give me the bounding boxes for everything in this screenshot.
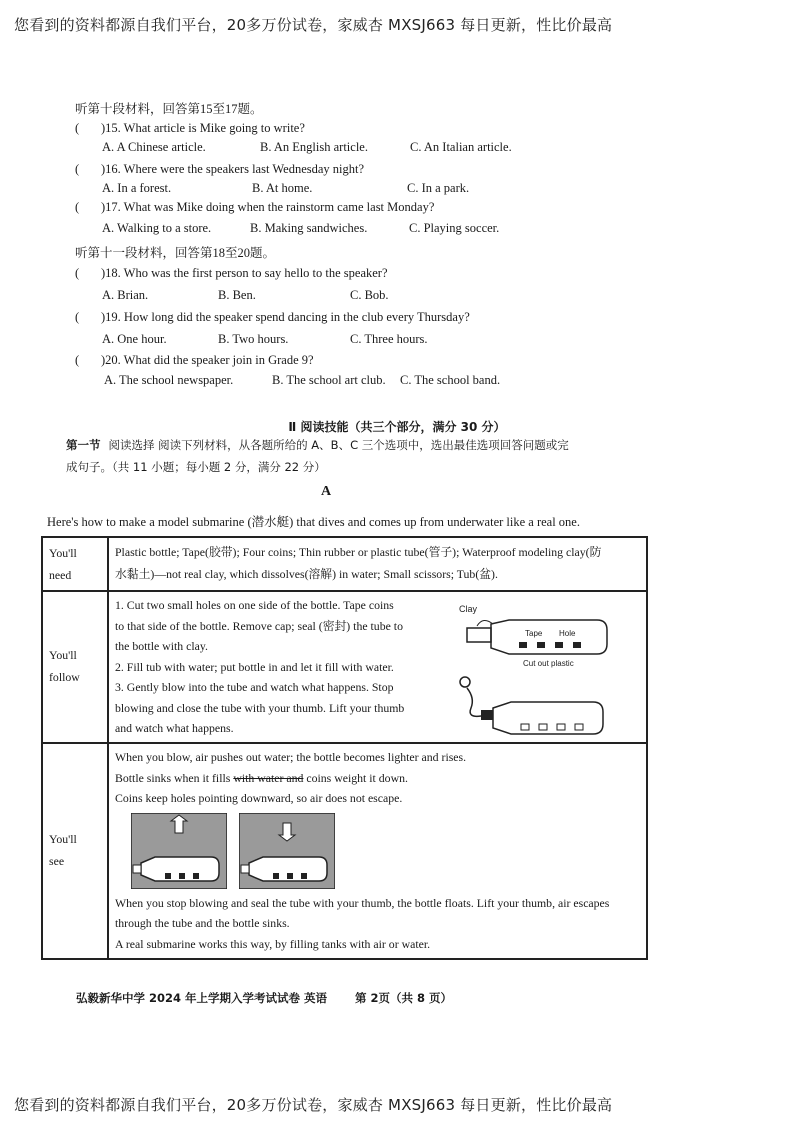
row-follow xyxy=(42,591,647,743)
clay-label: Clay xyxy=(459,604,478,614)
cut-label: Cut out plastic xyxy=(523,659,574,668)
question-16: ( )16. Where were the speakers last Wednesday night? xyxy=(75,162,365,176)
bottle-rising-image xyxy=(131,813,227,889)
label-see: You'll see xyxy=(42,743,108,959)
option-a[interactable]: A. Brian. xyxy=(102,288,149,302)
hole-label: Hole xyxy=(559,629,576,638)
option-b[interactable]: B. Making sandwiches. xyxy=(250,221,368,235)
section-11-heading: 听第十一段材料，回答第18至20题。 xyxy=(75,246,276,260)
page-footer: 弘毅新华中学 2024 年上学期入学考试试卷 英语 第 2页（共 8 页） xyxy=(76,991,453,1005)
section-10-heading: 听第十段材料，回答第15至17题。 xyxy=(75,102,263,116)
option-b[interactable]: B. Two hours. xyxy=(218,332,289,346)
question-15: ( )15. What article is Mike going to write? xyxy=(75,121,305,135)
tape-label: Tape xyxy=(525,629,543,638)
bottle-sinking-image xyxy=(239,813,335,889)
question-20: ( )20. What did the speaker join in Grade 9? xyxy=(75,353,314,367)
follow-steps: 1. Cut two small holes on one side of the bottle. Tape coins to that side of the bottle. Remove cap; seal (密封) the tube to the bottle with clay. 2. Fill tub with water; put bottle in and let it fill with water. 3. Gently blow into the tube and watch what happens. Stop blowing and close the tube with your thumb. Lift your thumb and watch what happens. xyxy=(115,598,405,735)
follow-content xyxy=(108,591,647,743)
page-number: 第 2页（共 8 页） xyxy=(355,991,453,1005)
option-b[interactable]: B. An English article. xyxy=(260,140,368,154)
need-content: Plastic bottle; Tape(胶带); Four coins; Thin rubber or plastic tube(管子); Waterproof modeling clay(防 水黏土)—not real clay, which dissolves(溶解) in water; Small scissors; Tub(盆). xyxy=(108,537,647,591)
passage-letter: A xyxy=(320,484,332,499)
option-a[interactable]: A. Walking to a store. xyxy=(102,221,212,235)
instructions-table xyxy=(41,536,648,960)
label-follow: You'll follow xyxy=(42,591,108,743)
option-c[interactable]: C. The school band. xyxy=(400,373,501,387)
option-c[interactable]: C. Playing soccer. xyxy=(409,221,500,235)
option-b[interactable]: B. Ben. xyxy=(218,288,256,302)
bottom-banner: 您看到的资料都源自我们平台，20多万份试卷，家威杏 MXSJ663 每日更新，性比价最高 xyxy=(14,1096,613,1114)
option-c[interactable]: C. In a park. xyxy=(407,181,470,195)
row-need xyxy=(42,537,647,591)
option-a[interactable]: A. In a forest. xyxy=(102,181,172,195)
reading-section-title: Ⅱ 阅读技能（共三个部分，满分 30 分） xyxy=(288,420,506,434)
submarine-images xyxy=(115,809,640,893)
option-a[interactable]: A. One hour. xyxy=(102,332,167,346)
part-instructions: 第一节 阅读选择 阅读下列材料，从各题所给的 A、B、C 三个选项中，选出最佳选项回答问题或完 成句子。（共 11 小题；每小题 2 分，满分 22 分） xyxy=(66,438,569,474)
option-c[interactable]: C. An Italian article. xyxy=(410,140,512,154)
option-b[interactable]: B. The school art club. xyxy=(272,373,386,387)
passage-intro: Here's how to make a model submarine (潜水艇) that dives and comes up from underwater like a real one. xyxy=(47,515,580,529)
question-17: ( )17. What was Mike doing when the rainstorm came last Monday? xyxy=(75,200,435,214)
top-banner: 您看到的资料都源自我们平台，20多万份试卷，家威杏 MXSJ663 每日更新，性比价最高 xyxy=(14,16,613,34)
question-19: ( )19. How long did the speaker spend dancing in the club every Thursday? xyxy=(75,310,470,324)
label-need: You'll need xyxy=(42,537,108,591)
bottle-diagram xyxy=(457,598,657,738)
question-18: ( )18. Who was the first person to say hello to the speaker? xyxy=(75,266,388,280)
option-c[interactable]: C. Three hours. xyxy=(350,332,428,346)
option-a[interactable]: A. A Chinese article. xyxy=(102,140,206,154)
option-a[interactable]: A. The school newspaper. xyxy=(104,373,234,387)
row-see xyxy=(42,743,647,959)
part-label: 第一节 xyxy=(66,438,101,452)
see-content: When you blow, air pushes out water; the bottle becomes lighter and rises. Bottle sinks when it fills with water and coins weight it down. Coins keep holes pointing downward, so air does not escape. When you stop blowing and seal the tube with your thumb, the bottle floats. Lift your thumb, air escapes through the tube and the bottle sinks. A real submarine works this way, by filling tanks with air or water. xyxy=(108,743,647,959)
option-b[interactable]: B. At home. xyxy=(252,181,313,195)
option-c[interactable]: C. Bob. xyxy=(350,288,389,302)
